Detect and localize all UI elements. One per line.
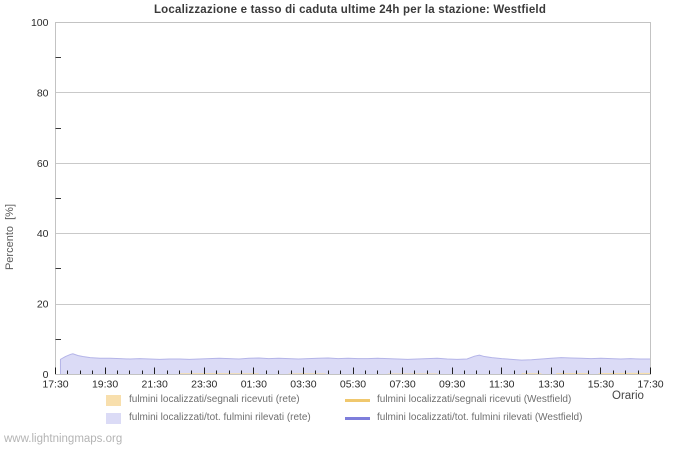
x-tick-label: 17:30 [637,378,664,391]
x-tick-label: 01:30 [240,378,267,391]
legend-item-rilevati-rete [106,411,311,425]
legend-item-segnali-westfield [345,393,571,407]
area-rilevati-rete [60,354,650,375]
legend-label: fulmini localizzati/tot. fulmini rilevati (rete) [129,412,311,423]
x-tick-label: 11:30 [489,378,515,391]
y-tick-label: 60 [36,157,49,170]
x-tick-label: 07:30 [389,378,416,391]
plot-border [56,23,651,375]
x-tick-label: 23:30 [191,378,218,391]
legend-swatch-box-icon [106,413,121,424]
y-tick-label: 80 [36,87,49,100]
x-tick-label: 17:30 [42,378,69,391]
y-tick-label: 0 [42,369,49,381]
chart-title: Localizzazione e tasso di caduta ultime 24h per la stazione: Westfield [153,4,547,16]
legend-swatch-line-icon [345,417,370,420]
legend-label: fulmini localizzati/segnali ricevuti (Westfield) [377,394,572,405]
x-tick-label: 21:30 [141,378,168,391]
x-tick-label: 15:30 [587,378,615,391]
y-tick-label: 100 [30,17,49,29]
legend-item-rilevati-westfield [345,411,582,425]
watermark: www.lightningmaps.org [4,433,123,445]
x-tick-label: 05:30 [339,378,367,391]
legend-item-segnali-rete [106,393,300,407]
y-axis-title: Percento [%] [4,203,16,271]
y-tick-label: 20 [36,298,49,311]
legend-swatch-line-icon [345,399,370,402]
x-tick-label: 03:30 [290,378,317,391]
legend-label: fulmini localizzati/segnali ricevuti (rete) [129,394,300,405]
x-axis-title: Orario [612,390,644,402]
x-tick-label: 13:30 [538,378,565,391]
legend-swatch-box-icon [106,395,121,406]
legend-label: fulmini localizzati/tot. fulmini rilevati (Westfield) [377,412,583,423]
x-tick-label: 09:30 [439,378,466,391]
y-tick-label: 40 [36,228,49,241]
x-tick-label: 19:30 [91,378,119,391]
